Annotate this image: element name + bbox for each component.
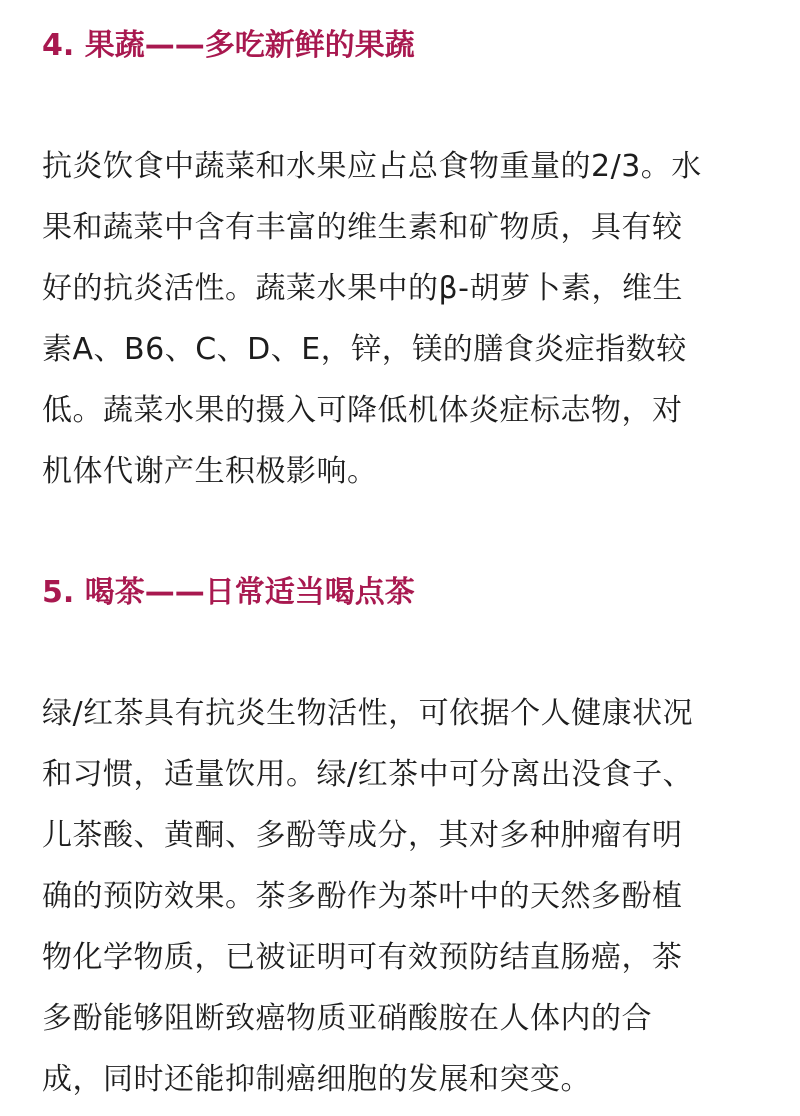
paragraph-line: 好的抗炎活性。蔬菜水果中的β-胡萝卜素，维生 bbox=[42, 271, 683, 306]
section-heading-tea: 5. 喝茶——日常适当喝点茶 bbox=[42, 575, 415, 610]
paragraph-line: 成，同时还能抑制癌细胞的发展和突变。 bbox=[42, 1062, 591, 1097]
section-paragraph-fruits-vegetables bbox=[42, 136, 762, 502]
paragraph-line: 确的预防效果。茶多酚作为茶叶中的天然多酚植 bbox=[42, 879, 683, 914]
paragraph-line: 和习惯，适量饮用。绿/红茶中可分离出没食子、 bbox=[42, 757, 694, 792]
paragraph-line: 儿茶酸、黄酮、多酚等成分，其对多种肿瘤有明 bbox=[42, 818, 683, 853]
paragraph-line: 多酚能够阻断致癌物质亚硝酸胺在人体内的合 bbox=[42, 1001, 652, 1036]
paragraph-line: 低。蔬菜水果的摄入可降低机体炎症标志物，对 bbox=[42, 393, 683, 428]
section-paragraph-tea bbox=[42, 683, 762, 1110]
paragraph-line: 机体代谢产生积极影响。 bbox=[42, 454, 378, 489]
paragraph-line: 绿/红茶具有抗炎生物活性，可依据个人健康状况 bbox=[42, 696, 694, 731]
section-heading-fruits-vegetables: 4. 果蔬——多吃新鲜的果蔬 bbox=[42, 28, 415, 63]
paragraph-line: 抗炎饮食中蔬菜和水果应占总食物重量的2/3。水 bbox=[42, 149, 702, 184]
paragraph-line: 素A、B6、C、D、E，锌，镁的膳食炎症指数较 bbox=[42, 332, 687, 367]
paragraph-line: 果和蔬菜中含有丰富的维生素和矿物质，具有较 bbox=[42, 210, 683, 245]
paragraph-line: 物化学物质，已被证明可有效预防结直肠癌，茶 bbox=[42, 940, 683, 975]
